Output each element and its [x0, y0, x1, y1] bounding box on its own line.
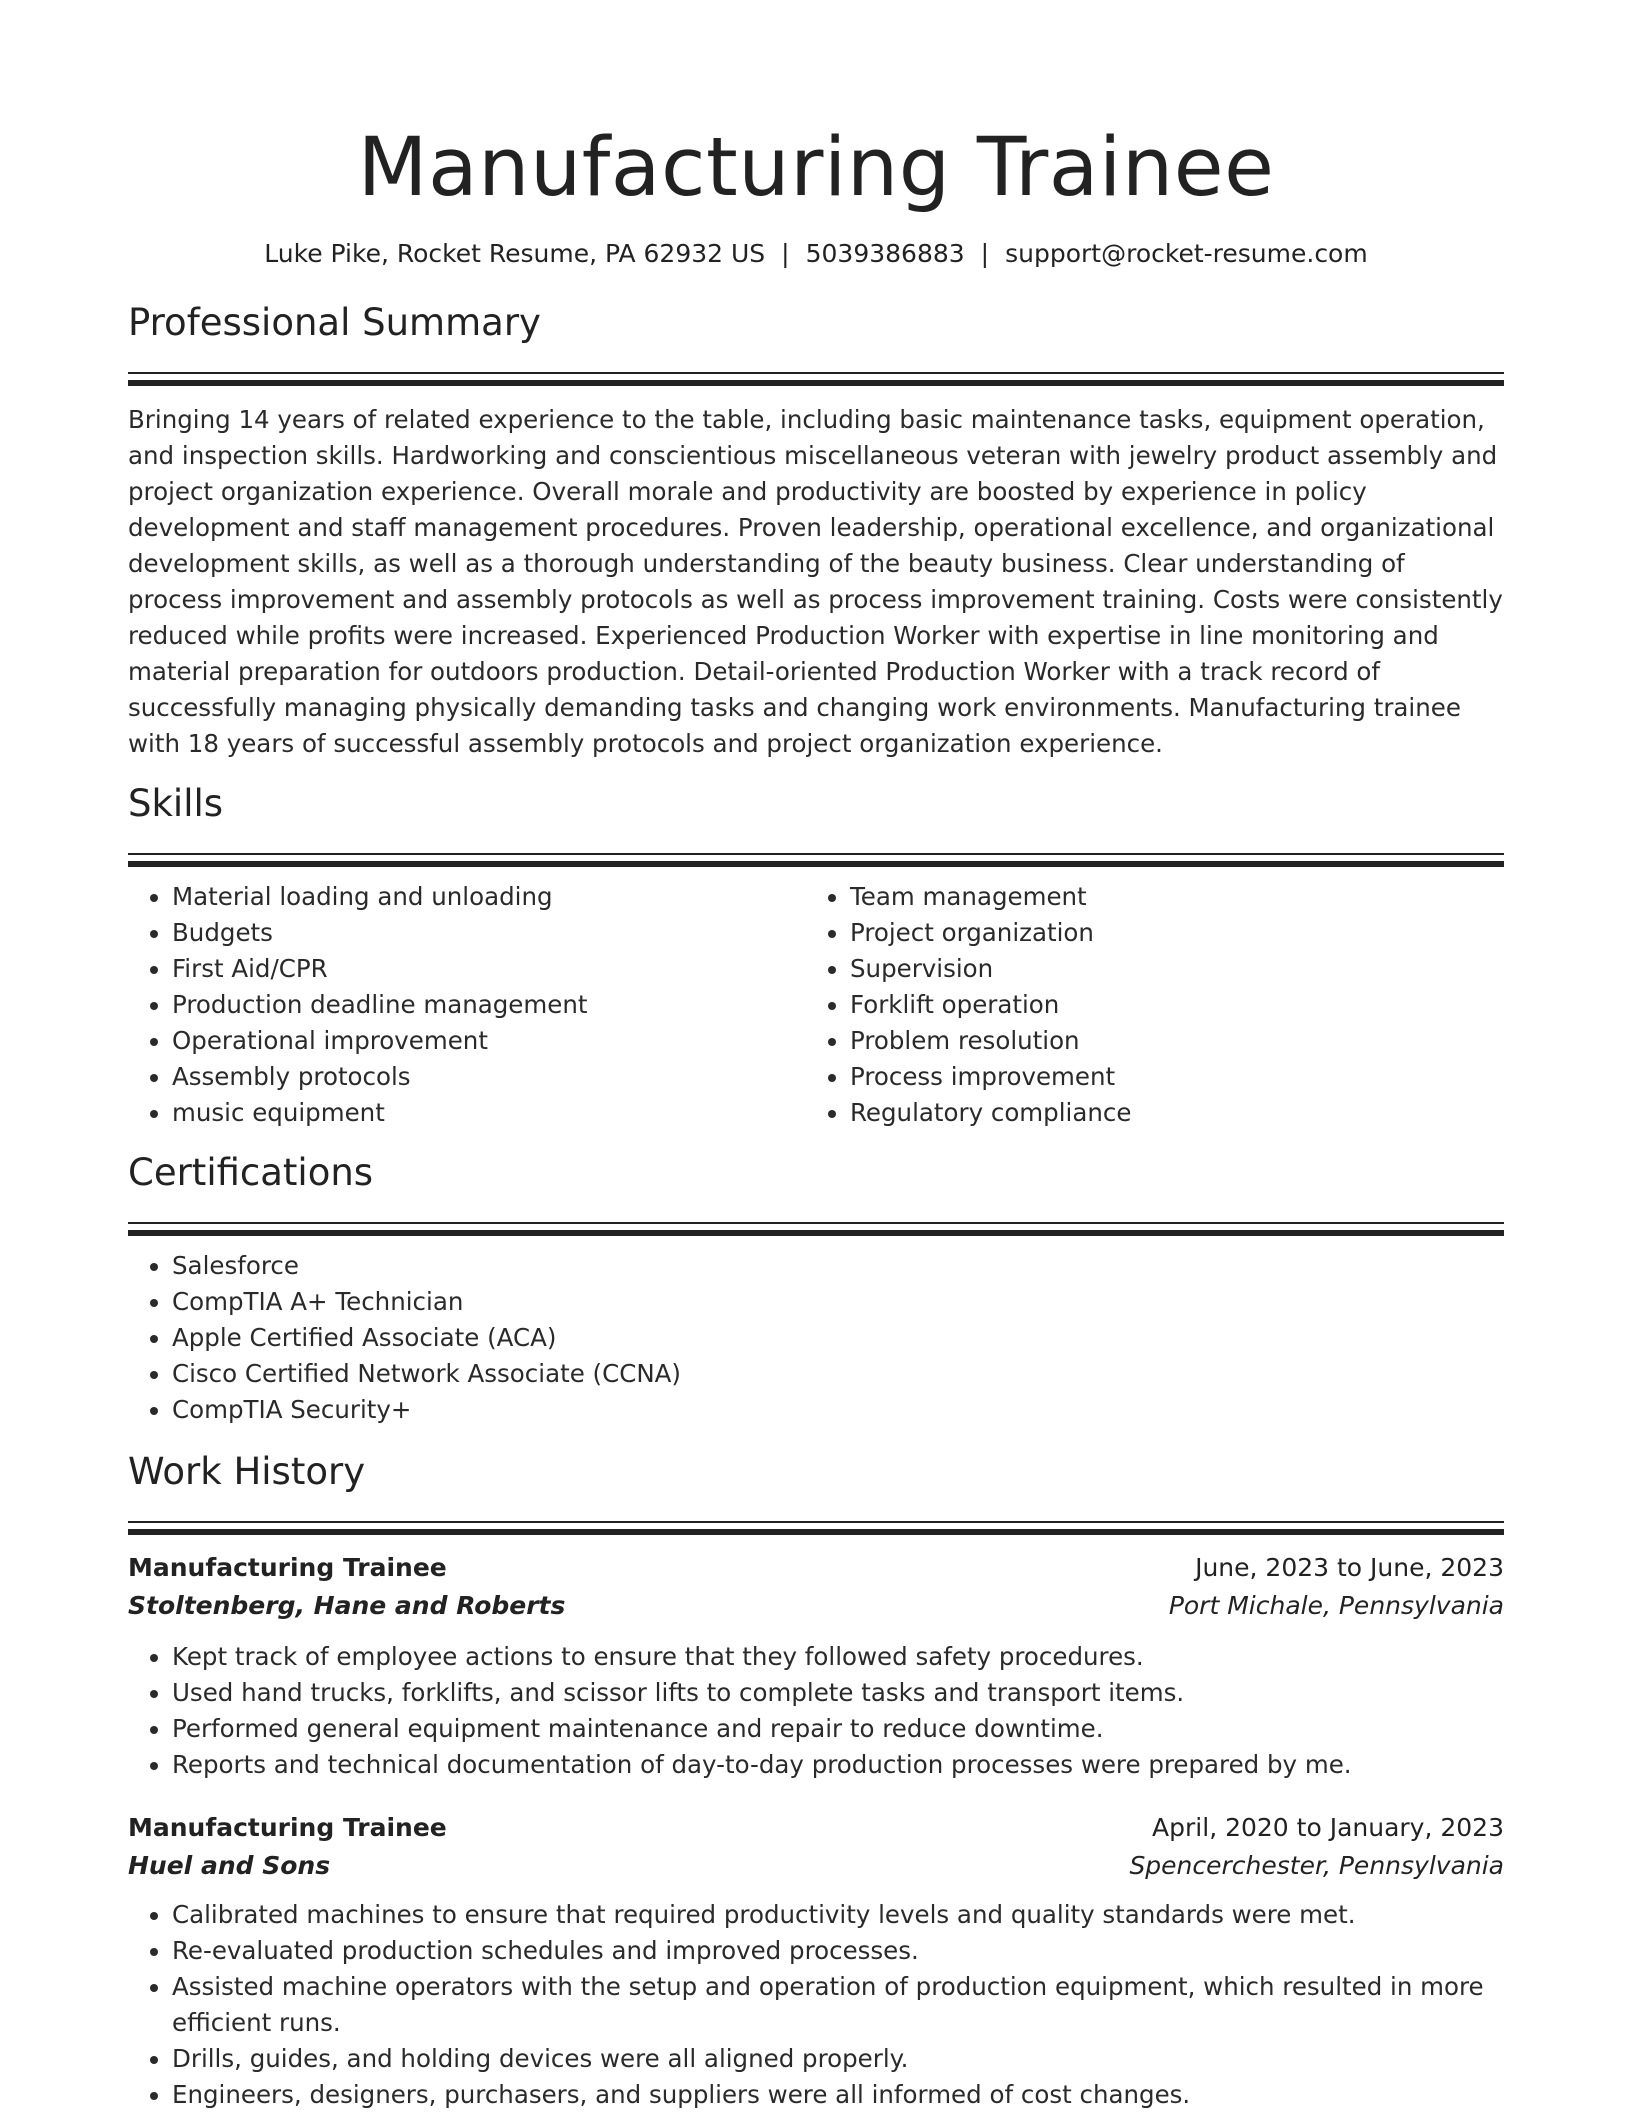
section-divider — [128, 372, 1504, 386]
job-company: Stoltenberg, Hane and Roberts — [128, 1591, 566, 1620]
list-item: • Operational improvement — [172, 1023, 806, 1059]
job-bullets — [128, 1897, 1504, 2113]
skills-grid — [128, 879, 1504, 1131]
job-header-row — [128, 1809, 1504, 1847]
contact-line — [128, 238, 1504, 270]
summary-heading: Professional Summary — [128, 301, 541, 344]
list-item: • CompTIA Security+ — [172, 1392, 1504, 1428]
certifications-heading: Certifications — [128, 1151, 374, 1194]
contact-separator: | — [980, 239, 990, 268]
summary-text: Bringing 14 years of related experience to the table, including basic maintenance tasks, equipment operation, and inspection skills. Hardworking and conscientious miscellaneous veteran with jewelry product assembly and project organization experience. Overall morale and productivity are boosted by experience in policy development and staff management procedures. Proven leadership, operational excellence, and organizational development skills, as well as a thorough understanding of the beauty business. Clear understanding of process improvement and assembly protocols as well as process improvement training. Costs were consistently reduced while profits were increased. Experienced Production Worker with expertise in line monitoring and material preparation for outdoors production. Detail-oriented Production Worker with a track record of successfully managing physically demanding tasks and changing work environments. Manufacturing trainee with 18 years of successful assembly protocols and project organization experience. — [128, 405, 1503, 758]
skills-list-right — [806, 879, 1484, 1131]
job-location: Spencerchester, Pennsylvania — [1129, 1851, 1504, 1880]
job-entry — [128, 1549, 1504, 1783]
job-dates: June, 2023 to June, 2023 — [1195, 1553, 1504, 1582]
section-divider — [128, 853, 1504, 867]
list-item: • CompTIA A+ Technician — [172, 1284, 1504, 1320]
contact-phone: 5039386883 — [805, 239, 965, 268]
list-item: • music equipment — [172, 1095, 806, 1131]
list-item: • Performed general equipment maintenance and repair to reduce downtime. — [172, 1711, 1504, 1747]
list-item: • Engineers, designers, purchasers, and suppliers were all informed of cost changes. — [172, 2077, 1504, 2113]
list-item: • Assisted machine operators with the setup and operation of production equipment, which resulted in more efficient runs. — [172, 1969, 1504, 2041]
contact-address: Luke Pike, Rocket Resume, PA 62932 US — [264, 239, 766, 268]
list-item: • Used hand trucks, forklifts, and scissor lifts to complete tasks and transport items. — [172, 1675, 1504, 1711]
certifications-section — [128, 1150, 1504, 1428]
certifications-list — [128, 1248, 1504, 1428]
work-history-section — [128, 1449, 1504, 2113]
list-item: • First Aid/CPR — [172, 951, 806, 987]
skills-list-left — [128, 879, 806, 1131]
page-title: Manufacturing Trainee — [357, 121, 1275, 215]
skills-heading: Skills — [128, 782, 224, 825]
list-item: • Material loading and unloading — [172, 879, 806, 915]
list-item: • Supervision — [850, 951, 1484, 987]
skills-column-right — [806, 879, 1484, 1131]
list-item: • Reports and technical documentation of day-to-day production processes were prepared by me. — [172, 1747, 1504, 1783]
list-item: • Salesforce — [172, 1248, 1504, 1284]
resume-page — [128, 0, 1504, 2113]
job-dates: April, 2020 to January, 2023 — [1152, 1813, 1504, 1842]
list-item: • Problem resolution — [850, 1023, 1484, 1059]
work-history-heading: Work History — [128, 1450, 366, 1493]
list-item: • Drills, guides, and holding devices were all aligned properly. — [172, 2041, 1504, 2077]
list-item: • Regulatory compliance — [850, 1095, 1484, 1131]
job-location: Port Michale, Pennsylvania — [1168, 1591, 1504, 1620]
list-item: • Cisco Certified Network Associate (CCNA) — [172, 1356, 1504, 1392]
list-item: • Project organization — [850, 915, 1484, 951]
list-item: • Forklift operation — [850, 987, 1484, 1023]
list-item: • Team management — [850, 879, 1484, 915]
list-item: • Kept track of employee actions to ensure that they followed safety procedures. — [172, 1639, 1504, 1675]
job-company-row — [128, 1587, 1504, 1625]
section-divider — [128, 1222, 1504, 1236]
job-company: Huel and Sons — [128, 1851, 331, 1880]
list-item: • Apple Certified Associate (ACA) — [172, 1320, 1504, 1356]
contact-separator: | — [781, 239, 790, 268]
contact-email: support@rocket-resume.com — [1005, 239, 1368, 268]
job-title: Manufacturing Trainee — [128, 1553, 447, 1582]
job-title: Manufacturing Trainee — [128, 1813, 447, 1842]
job-bullets — [128, 1639, 1504, 1783]
list-item: • Production deadline management — [172, 987, 806, 1023]
job-header-row — [128, 1549, 1504, 1587]
list-item: • Calibrated machines to ensure that required productivity levels and quality standards were met. — [172, 1897, 1504, 1933]
list-item: • Process improvement — [850, 1059, 1484, 1095]
summary-section — [128, 300, 1504, 762]
job-company-row — [128, 1847, 1504, 1885]
list-item: • Assembly protocols — [172, 1059, 806, 1095]
section-divider — [128, 1521, 1504, 1535]
list-item: • Re-evaluated production schedules and improved processes. — [172, 1933, 1504, 1969]
skills-column-left — [128, 879, 806, 1131]
list-item: • Budgets — [172, 915, 806, 951]
skills-section — [128, 781, 1504, 1131]
job-entry — [128, 1809, 1504, 2113]
